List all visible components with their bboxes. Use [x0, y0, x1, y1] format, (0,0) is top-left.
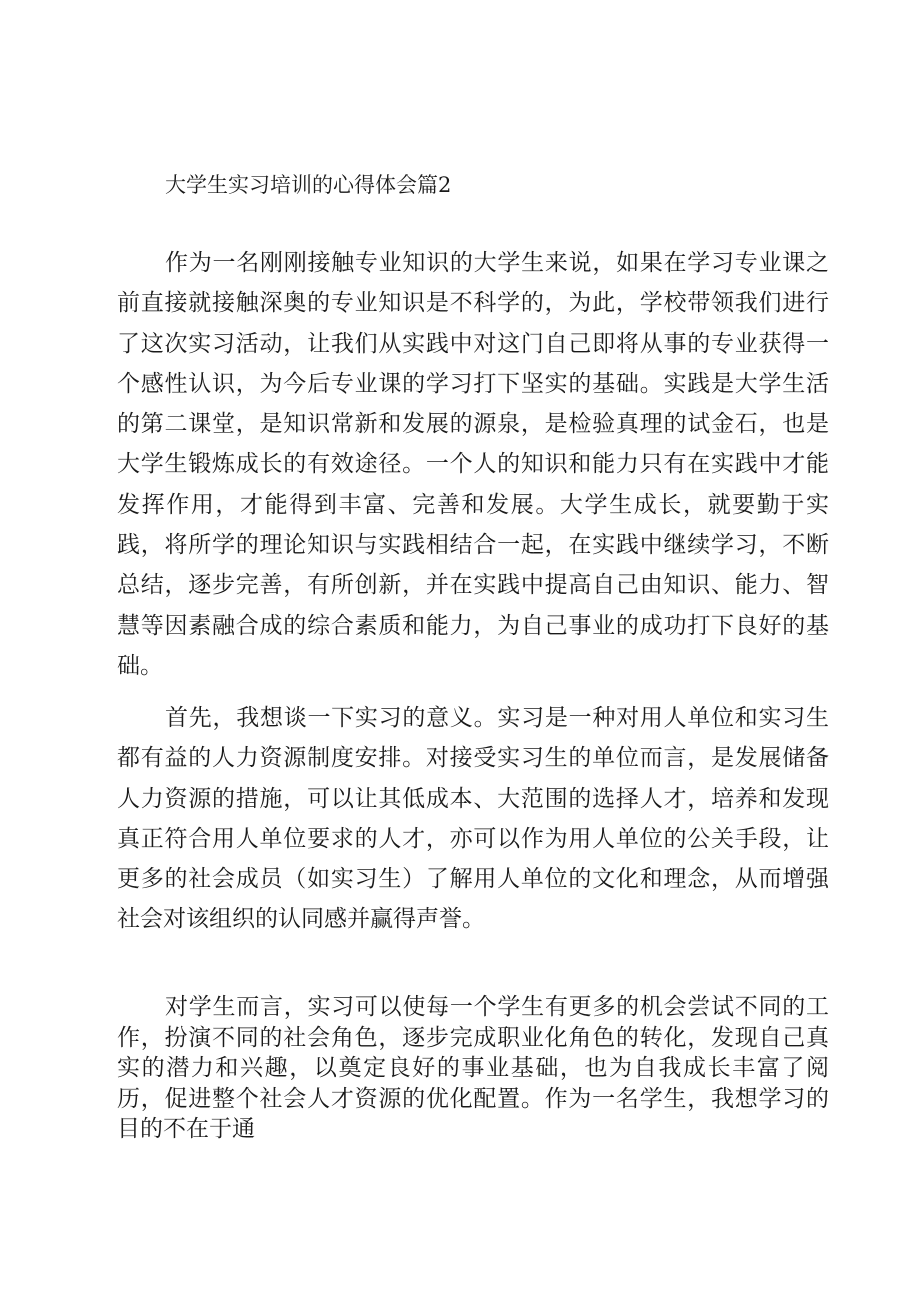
- document-title: 大学生实习培训的心得体会篇2: [165, 173, 452, 197]
- paragraph-3: 对学生而言，实习可以使每一个学生有更多的机会尝试不同的工作，扮演不同的社会角色，逐步完成职业化角色的转化，发现自己真实的潜力和兴趣，以奠定良好的事业基础，也为自我成长丰富了阅历，促进整个社会人才资源的优化配置。作为一名学生，我想学习的目的不在于通: [117, 994, 829, 1142]
- paragraph-2: 首先，我想谈一下实习的意义。实习是一种对用人单位和实习生都有益的人力资源制度安排。对接受实习生的单位而言，是发展储备人力资源的措施，可以让其低成本、大范围的选择人才，培养和发现真正符合用人单位要求的人才，亦可以作为用人单位的公关手段，让更多的社会成员（如实习生）了解用人单位的文化和理念，从而增强社会对该组织的认同感并赢得声誉。: [117, 705, 829, 933]
- paragraph-1: 作为一名刚刚接触专业知识的大学生来说，如果在学习专业课之前直接就接触深奥的专业知识是不科学的，为此，学校带领我们进行了这次实习活动，让我们从实践中对这门自己即将从事的专业获得一个感性认识，为今后专业课的学习打下坚实的基础。实践是大学生活的第二课堂，是知识常新和发展的源泉，是检验真理的试金石，也是大学生锻炼成长的有效途径。一个人的知识和能力只有在实践中才能发挥作用，才能得到丰富、完善和发展。大学生成长，就要勤于实践，将所学的理论知识与实践相结合一起，在实践中继续学习，不断总结，逐步完善，有所创新，并在实践中提高自己由知识、能力、智慧等因素融合成的综合素质和能力，为自己事业的成功打下良好的基础。: [117, 250, 829, 679]
